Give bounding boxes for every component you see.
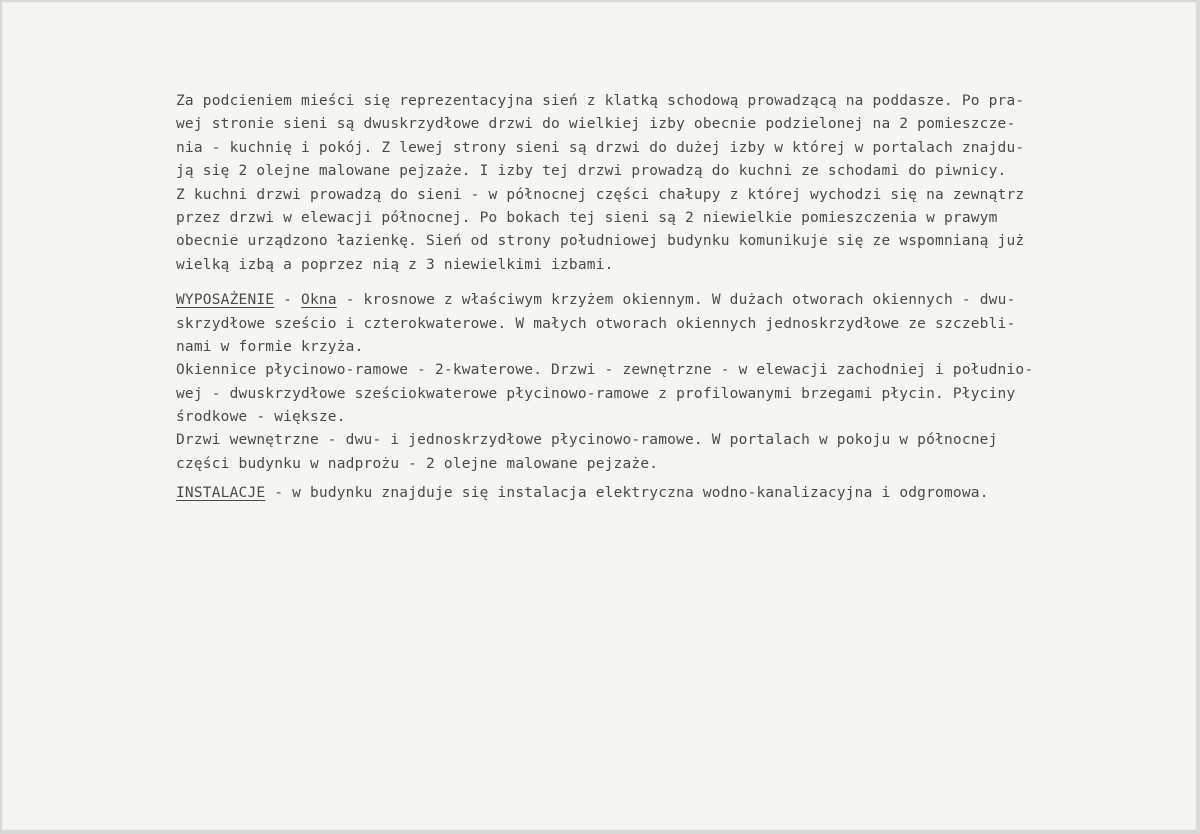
separator: - xyxy=(274,292,302,309)
text-line: Okiennice płycinowo-ramowe - 2-kwaterowe. Drzwi - zewnętrzne - w elewacji zachodniej i południo- xyxy=(176,362,1034,379)
text-line: wej - dwuskrzydłowe sześciokwaterowe płycinowo-ramowe z profilowanymi brzegami płycin. Płyciny xyxy=(176,385,1016,402)
text-line: wej stronie sieni są dwuskrzydłowe drzwi do wielkiej izby obecnie podzielonej na 2 pomieszcze- xyxy=(176,116,1016,133)
section-heading-instalacje: INSTALACJE xyxy=(176,485,266,502)
text-line: nia - kuchnię i pokój. Z lewej strony sieni są drzwi do dużej izby w której w portalach znajdu- xyxy=(176,139,1025,156)
section-heading-wyposazenie: WYPOSAŻENIE xyxy=(176,292,275,309)
text-line: wielką izbą a poprzez nią z 3 niewielkimi izbami. xyxy=(176,256,614,273)
text-segment: - w budynku znajduje się instalacja elektryczna wodno-kanalizacyjna i odgromowa. xyxy=(265,485,989,502)
paragraph-description xyxy=(176,90,1176,277)
text-line xyxy=(176,482,1176,505)
text-line: skrzydłowe sześcio i czterokwaterowe. W małych otworach okiennych jednoskrzydłowe ze szczebli- xyxy=(176,315,1016,332)
text-line: ją się 2 olejne malowane pejzaże. I izby tej drzwi prowadzą do kuchni ze schodami do piwnicy. xyxy=(176,163,1007,180)
text-line: Z kuchni drzwi prowadzą do sieni - w północnej części chałupy z której wychodzi się na zewnątrz xyxy=(176,186,1025,203)
text-line: nami w formie krzyża. xyxy=(176,338,364,355)
subheading-okna: Okna xyxy=(301,292,337,309)
text-line: środkowe - większe. xyxy=(176,409,346,426)
section-wyposazenie xyxy=(176,289,1176,476)
page-text xyxy=(176,90,1176,506)
text-line: Za podcieniem mieści się reprezentacyjna sień z klatką schodową prowadzącą na poddasze. Po pra- xyxy=(176,93,1025,109)
paragraph-gap xyxy=(176,277,1176,289)
typewritten-page xyxy=(2,2,1196,830)
text-segment: - krosnowe z właściwym krzyżem okiennym. W dużach otworach okiennych - dwu- xyxy=(336,292,1016,309)
text-line: Drzwi wewnętrzne - dwu- i jednoskrzydłowe płycinowo-ramowe. W portalach w pokoju w północnej xyxy=(176,432,998,449)
text-line: części budynku w nadprożu - 2 olejne malowane pejzaże. xyxy=(176,455,659,472)
text-line xyxy=(176,289,1176,312)
section-instalacje xyxy=(176,482,1176,505)
text-line: przez drzwi w elewacji północnej. Po bokach tej sieni są 2 niewielkie pomieszczenia w prawym xyxy=(176,209,998,226)
text-line: obecnie urządzono łazienkę. Sień od strony południowej budynku komunikuje się ze wspomnianą już xyxy=(176,233,1025,250)
